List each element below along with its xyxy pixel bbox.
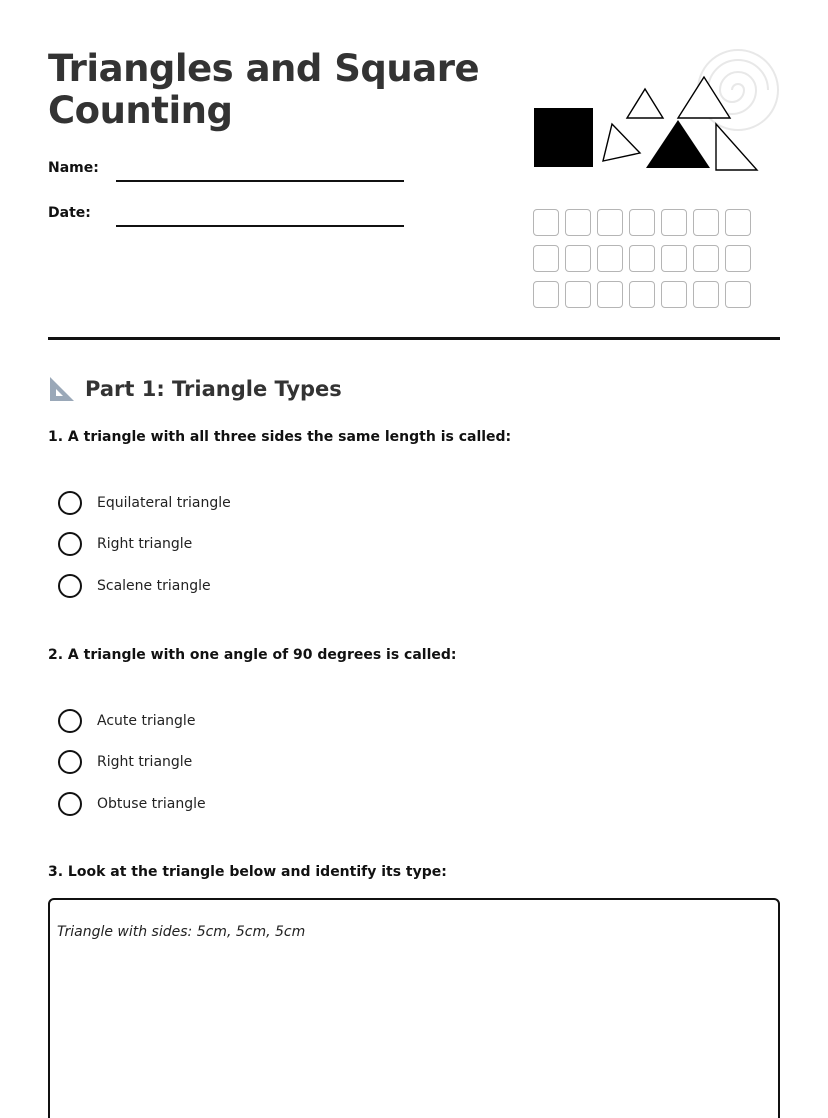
grid-square bbox=[661, 245, 687, 272]
grid-square bbox=[597, 245, 623, 272]
grid-square bbox=[597, 281, 623, 308]
question-1: 1. A triangle with all three sides the same length is called: bbox=[48, 429, 512, 445]
grid-square bbox=[725, 245, 751, 272]
grid-square bbox=[661, 209, 687, 236]
grid-square bbox=[565, 209, 591, 236]
question-2: 2. A triangle with one angle of 90 degrees is called: bbox=[48, 647, 457, 663]
radio-button[interactable] bbox=[58, 792, 82, 816]
option-label: Right triangle bbox=[97, 754, 193, 770]
grid-square bbox=[597, 209, 623, 236]
triangle-shape-tilted bbox=[603, 124, 640, 161]
square-grid bbox=[533, 209, 757, 307]
grid-square bbox=[533, 281, 559, 308]
triangle-shape-small bbox=[627, 89, 663, 118]
grid-square bbox=[565, 245, 591, 272]
section-divider bbox=[48, 337, 780, 340]
grid-square bbox=[533, 209, 559, 236]
question-3: 3. Look at the triangle below and identify its type: bbox=[48, 864, 447, 880]
q1-option-1[interactable] bbox=[58, 491, 231, 515]
option-label: Acute triangle bbox=[97, 713, 196, 729]
grid-square bbox=[629, 281, 655, 308]
square-shape bbox=[534, 108, 593, 167]
radio-button[interactable] bbox=[58, 709, 82, 733]
radio-button[interactable] bbox=[58, 491, 82, 515]
radio-button[interactable] bbox=[58, 750, 82, 774]
option-label: Scalene triangle bbox=[97, 578, 211, 594]
q2-option-3[interactable] bbox=[58, 792, 206, 816]
grid-square bbox=[693, 209, 719, 236]
option-label: Right triangle bbox=[97, 536, 193, 552]
part1-title: Part 1: Triangle Types bbox=[85, 377, 342, 401]
name-label: Name: bbox=[48, 160, 99, 176]
q2-option-2[interactable] bbox=[58, 750, 192, 774]
q2-option-1[interactable] bbox=[58, 709, 195, 733]
name-field[interactable] bbox=[116, 180, 404, 182]
grid-square bbox=[629, 209, 655, 236]
q1-option-2[interactable] bbox=[58, 532, 192, 556]
grid-square bbox=[693, 281, 719, 308]
grid-square bbox=[725, 281, 751, 308]
set-square-icon bbox=[48, 375, 76, 403]
date-field[interactable] bbox=[116, 225, 404, 227]
grid-square bbox=[693, 245, 719, 272]
q1-option-3[interactable] bbox=[58, 574, 211, 598]
page-title: Triangles and Square Counting bbox=[48, 47, 480, 132]
part1-heading bbox=[48, 373, 342, 405]
grid-square bbox=[629, 245, 655, 272]
date-label: Date: bbox=[48, 205, 91, 221]
answer-box[interactable] bbox=[48, 898, 780, 1118]
grid-square bbox=[661, 281, 687, 308]
grid-square bbox=[725, 209, 751, 236]
triangle-shape-filled bbox=[646, 120, 710, 168]
option-label: Obtuse triangle bbox=[97, 796, 206, 812]
answer-prompt: Triangle with sides: 5cm, 5cm, 5cm bbox=[57, 924, 306, 940]
grid-square bbox=[565, 281, 591, 308]
shapes-illustration bbox=[530, 44, 790, 176]
radio-button[interactable] bbox=[58, 574, 82, 598]
radio-button[interactable] bbox=[58, 532, 82, 556]
grid-square bbox=[533, 245, 559, 272]
option-label: Equilateral triangle bbox=[97, 495, 231, 511]
